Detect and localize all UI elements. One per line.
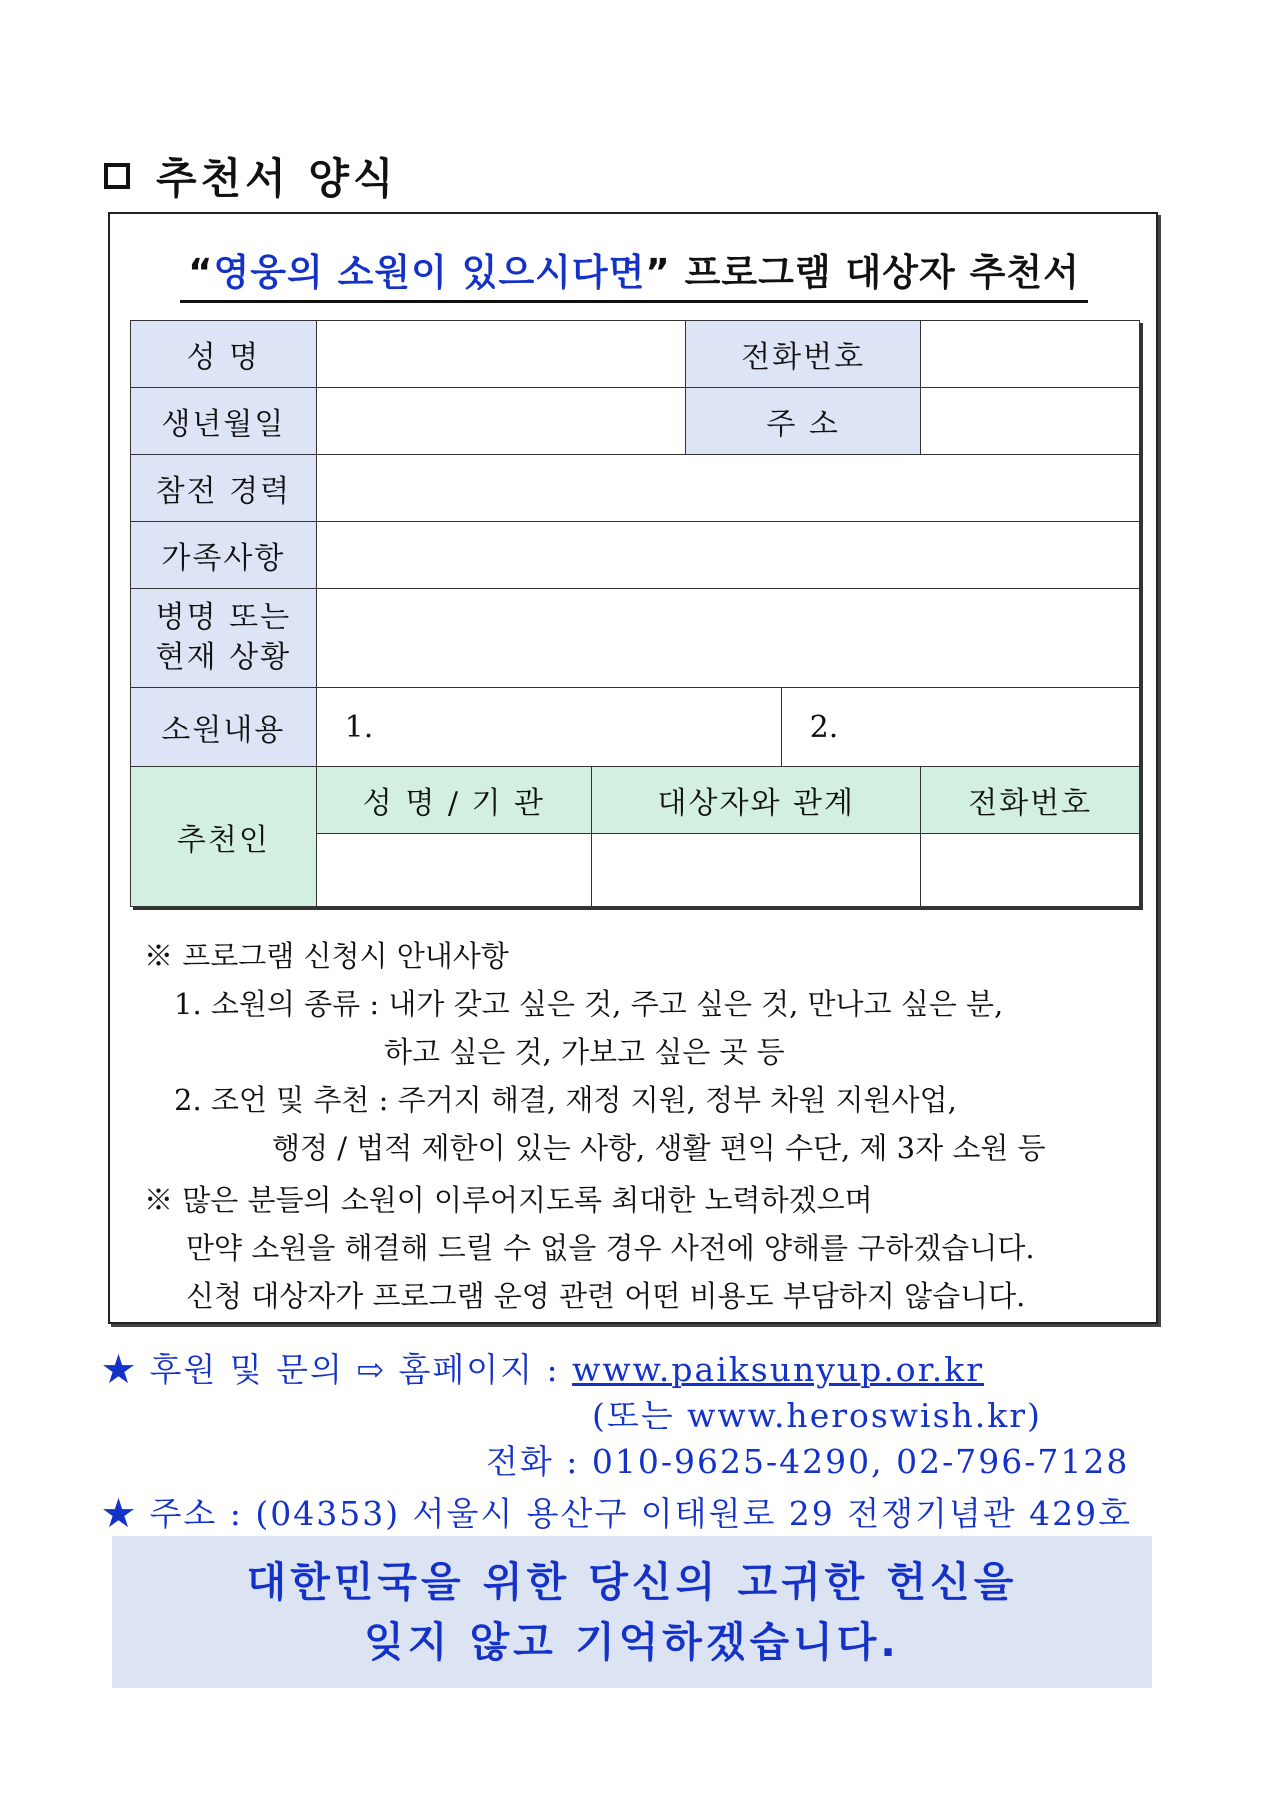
rec-phone-header: 전화번호 (921, 767, 1140, 834)
table-row (131, 522, 1140, 589)
table-row (131, 767, 1140, 834)
notes-item2-line1: 2. 조언 및 추천 : 주거지 해결, 재정 지원, 정부 차원 지원사업, (174, 1083, 957, 1117)
notes-item2-line2: 행정 / 법적 제한이 있는 사항, 생활 편익 수단, 제 3자 소원 등 (272, 1131, 1046, 1165)
form-title-quote-open: “ (188, 251, 214, 294)
notes-heading: ※ 프로그램 신청시 안내사항 (144, 939, 509, 973)
rec-name-org-header: 성 명 / 기 관 (316, 767, 591, 834)
closing-banner (112, 1536, 1152, 1688)
homepage-link[interactable]: www.paiksunyup.or.kr (572, 1350, 985, 1389)
contact-address: ★ 주소 : (04353) 서울시 용산구 이태원로 29 전쟁기념관 429호 (102, 1494, 1133, 1533)
form-title-rest: 프로그램 대상자 추천서 (670, 251, 1080, 294)
family-label: 가족사항 (131, 522, 317, 589)
condition-label-line1: 병명 또는 (155, 600, 292, 635)
name-field[interactable] (316, 321, 685, 388)
condition-label (131, 589, 317, 688)
address-label: 주 소 (685, 388, 921, 455)
recommendation-table (130, 320, 1140, 907)
birth-label: 생년월일 (131, 388, 317, 455)
birth-field[interactable] (316, 388, 685, 455)
war-history-field[interactable] (316, 455, 1139, 522)
family-field[interactable] (316, 522, 1139, 589)
contact-phone: 전화 : 010-9625-4290, 02-796-7128 (486, 1442, 1130, 1481)
recommendation-form (108, 212, 1158, 1324)
checkbox-square-icon (104, 163, 130, 189)
notice-line1: ※ 많은 분들의 소원이 이루어지도록 최대한 노력하겠으며 (144, 1183, 873, 1217)
form-title-quote-close: ” (645, 251, 671, 294)
section-title-text: 추천서 양식 (156, 154, 398, 203)
contact-info (102, 1344, 1132, 1535)
rec-relation-field[interactable] (592, 834, 921, 907)
phone-label: 전화번호 (685, 321, 921, 388)
table-row (131, 688, 1140, 767)
notes-item1-line2: 하고 싶은 것, 가보고 싶은 곳 등 (384, 1035, 785, 1069)
war-history-label: 참전 경력 (131, 455, 317, 522)
table-row (131, 388, 1140, 455)
banner-line1: 대한민국을 위한 당신의 고귀한 헌신을 (246, 1558, 1018, 1606)
support-label: ★ 후원 및 문의 ⇨ 홈페이지 : (102, 1350, 573, 1389)
notes-item1-line1: 1. 소원의 종류 : 내가 갖고 싶은 것, 주고 싶은 것, 만나고 싶은 분, (174, 987, 1004, 1021)
address-field[interactable] (921, 388, 1140, 455)
table-row (131, 455, 1140, 522)
wish-field-2[interactable]: 2. (781, 688, 1139, 767)
table-row (131, 321, 1140, 388)
form-title-program-name: 영웅의 소원이 있으시다면 (213, 251, 646, 294)
phone-field[interactable] (921, 321, 1140, 388)
rec-name-org-field[interactable] (316, 834, 591, 907)
wish-label: 소원내용 (131, 688, 317, 767)
wish-field-1[interactable]: 1. (316, 688, 781, 767)
rec-phone-field[interactable] (921, 834, 1140, 907)
condition-field[interactable] (316, 589, 1139, 688)
program-notes (138, 932, 1046, 1320)
banner-line2: 잊지 않고 기억하겠습니다. (364, 1618, 900, 1666)
rec-relation-header: 대상자와 관계 (592, 767, 921, 834)
table-row (131, 589, 1140, 688)
section-title (104, 146, 397, 206)
alt-homepage: (또는 www.heroswish.kr) (592, 1396, 1042, 1435)
form-title (180, 242, 1088, 303)
name-label: 성 명 (131, 321, 317, 388)
condition-label-line2: 현재 상황 (155, 640, 292, 675)
notice-line2: 만약 소원을 해결해 드릴 수 없을 경우 사전에 양해를 구하겠습니다. (186, 1231, 1035, 1265)
recommender-label: 추천인 (131, 767, 317, 907)
notice-line3: 신청 대상자가 프로그램 운영 관련 어떤 비용도 부담하지 않습니다. (186, 1279, 1026, 1313)
